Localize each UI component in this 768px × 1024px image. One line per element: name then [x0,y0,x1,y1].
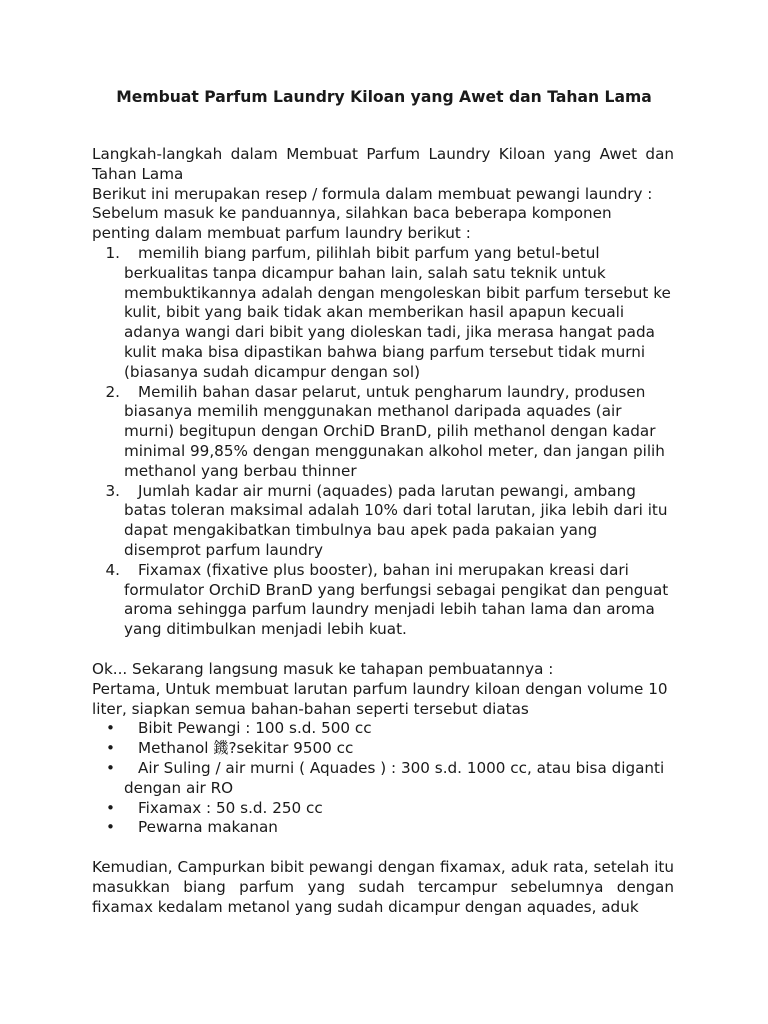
paragraph-spacer [92,640,674,660]
intro-paragraph: Langkah-langkah dalam Membuat Parfum Laundry Kiloan yang Awet dan Tahan Lama [92,145,674,183]
components-list [92,244,674,640]
list-item-text: Memilih bahan dasar pelarut, untuk pengharum laundry, produsen biasanya memilih menggunakan methanol daripada aquades (air murni) begitupun dengan OrchiD BranD, pilih methanol dengan kadar minimal 99,85% dengan menggunakan alkohol meter, dan jangan pilih methanol yang berbau thinner [124,382,665,480]
list-item-text: Jumlah kadar air murni (aquades) pada larutan pewangi, ambang batas toleran maksimal adalah 10% dari total larutan, jika lebih dari itu dapat mengakibatkan timbulnya bau apek pada pakaian yang disemprot parfum laundry [124,481,668,559]
list-item [92,482,674,561]
list-item-text: Air Suling / air murni ( Aquades ) : 300 s.d. 1000 cc, atau bisa diganti dengan air RO [124,758,665,797]
list-number: 3. [105,481,120,500]
list-item-text: memilih biang parfum, pilihlah bibit parfum yang betul-betul berkualitas tanpa dicampur bahan lain, salah satu teknik untuk membuktikannya adalah dengan mengoleskan bibit parfum tersebut ke kulit, bibit yang baik tidak akan memberikan hasil apapun kecuali adanya wangi dari bibit yang dioleskan tadi, jika merasa hangat pada kulit maka bisa dipastikan bahwa biang parfum tersebut tidak murni (biasanya sudah dicampur dengan sol) [124,243,671,381]
list-item-text: Fixamax (fixative plus booster), bahan ini merupakan kreasi dari formulator OrchiD BranD yang berfungsi sebagai pengikat dan penguat aroma sehingga parfum laundry menjadi lebih tahan lama dan aroma yang ditimbulkan menjadi lebih kuat. [124,560,669,639]
list-item [92,383,674,482]
document-title: Membuat Parfum Laundry Kiloan yang Awet dan Tahan Lama [116,88,652,106]
paragraph-spacer [92,838,674,858]
list-item-text: Pewarna makanan [138,818,278,837]
list-item [92,244,674,383]
list-item [92,818,674,838]
steps-paragraph: Pertama, Untuk membuat larutan parfum laundry kiloan dengan volume 10 liter, siapkan semua bahan-bahan seperti tersebut diatas [92,679,668,718]
bullet-icon: • [106,719,115,738]
bullet-icon: • [106,758,115,777]
list-item [92,739,674,759]
list-number: 2. [105,382,120,401]
list-number: 4. [105,560,120,579]
intro-paragraph: Berikut ini merupakan resep / formula dalam membuat pewangi laundry : [92,184,653,203]
list-item [92,799,674,819]
list-item-text: Methanol 鐖?sekitar 9500 cc [138,739,354,758]
steps-paragraph: Ok... Sekarang langsung masuk ke tahapan pembuatannya : [92,659,554,678]
list-item [92,719,674,739]
intro-paragraph: Sebelum masuk ke panduannya, silahkan baca beberapa komponen penting dalam membuat parfum laundry berikut : [92,204,612,243]
ingredients-list [92,719,674,838]
list-number: 1. [105,243,120,262]
list-item [92,561,674,640]
list-item-text: Fixamax : 50 s.d. 250 cc [138,798,323,817]
closing-paragraph: Kemudian, Campurkan bibit pewangi dengan fixamax, aduk rata, setelah itu masukkan biang parfum yang sudah tercampur sebelumnya dengan fixamax kedalam metanol yang sudah dicampur dengan aquades, aduk [92,858,674,916]
bullet-icon: • [106,739,115,758]
list-item-text: Bibit Pewangi : 100 s.d. 500 cc [138,719,372,738]
list-item [92,759,674,799]
bullet-icon: • [106,798,115,817]
document-body [92,145,674,917]
bullet-icon: • [106,818,115,837]
